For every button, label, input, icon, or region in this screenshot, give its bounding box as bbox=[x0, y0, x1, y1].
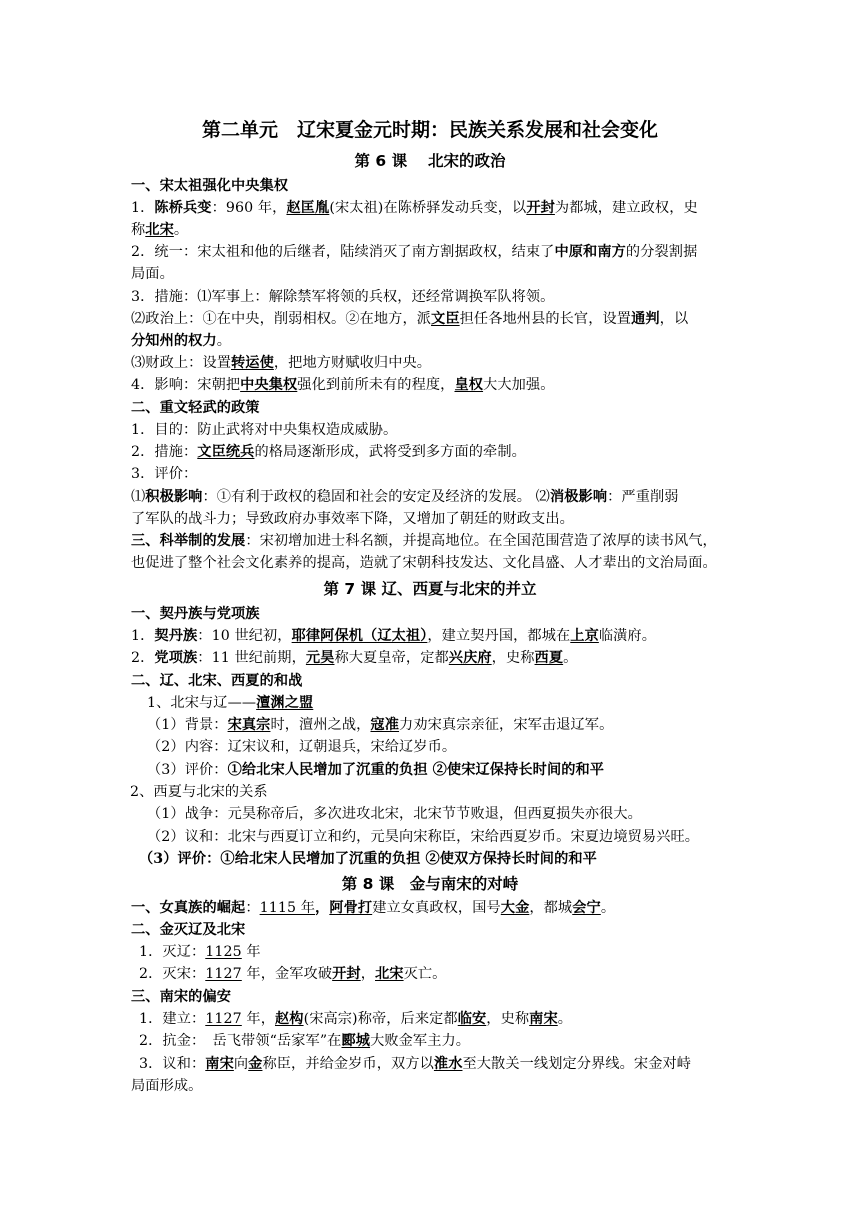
text-line bbox=[131, 670, 302, 692]
emphasis-text: 宋真宗 bbox=[227, 717, 271, 733]
text-line bbox=[131, 241, 697, 263]
text-run: （2）议和：北宋与西夏订立和约，元昊向宋称臣，宋给西夏岁币。宋夏边境贸易兴旺。 bbox=[147, 829, 700, 845]
text-line bbox=[147, 714, 613, 736]
text-run: 年 bbox=[241, 944, 261, 960]
text-line bbox=[131, 530, 717, 552]
text-run: 担任各地州县的长官，设置 bbox=[459, 311, 632, 327]
text-line bbox=[139, 848, 597, 870]
emphasis-text: 西夏 bbox=[534, 650, 564, 666]
emphasis-text: 大金 bbox=[500, 900, 530, 916]
text-line bbox=[131, 486, 679, 508]
text-line bbox=[131, 219, 188, 241]
emphasis-text: 二、金灭辽及北宋 bbox=[131, 922, 246, 938]
emphasis-text: 二、辽、北宋、西夏的和战 bbox=[131, 673, 303, 689]
text-line bbox=[131, 197, 698, 219]
text-run: (宋太祖)在陈桥驿发动兵变，以 bbox=[329, 200, 527, 216]
text-line bbox=[139, 1030, 470, 1052]
emphasis-text: 兴庆府 bbox=[448, 650, 492, 666]
text-line bbox=[131, 397, 260, 419]
text-line bbox=[131, 352, 431, 374]
text-run: 3．评价： bbox=[131, 466, 198, 482]
emphasis-text: 北宋 bbox=[145, 222, 174, 238]
text-run: ⑴ bbox=[131, 489, 146, 505]
lesson-title: 第 8 课 金与南宋的对峙 bbox=[341, 875, 519, 893]
text-run: 。 bbox=[216, 333, 232, 349]
text-run: 。 bbox=[600, 900, 616, 916]
text-run: 向 bbox=[233, 1056, 249, 1072]
emphasis-text: 上京 bbox=[570, 628, 599, 644]
text-run: ，建立契丹国，都城在 bbox=[427, 628, 571, 644]
text-run: ，把地方财赋收归中央。 bbox=[273, 355, 432, 371]
text-run: 称臣，并给金岁币，双方以 bbox=[262, 1056, 434, 1072]
text-line bbox=[147, 826, 699, 848]
emphasis-text: 二、重文轻武的政策 bbox=[131, 400, 260, 416]
text-run: ，史称 bbox=[486, 1011, 530, 1027]
emphasis-text: 皇权 bbox=[454, 377, 484, 393]
emphasis-text: 1127 bbox=[205, 1011, 242, 1027]
text-run: ：11 世纪前期， bbox=[197, 650, 306, 666]
emphasis-text: 通判 bbox=[631, 311, 660, 327]
emphasis-text: 消极影响 bbox=[549, 489, 608, 505]
emphasis-text: 分知州的权力 bbox=[131, 333, 217, 349]
text-line bbox=[131, 286, 554, 308]
emphasis-text: 北宋 bbox=[375, 966, 404, 982]
text-run: 2．灭宋： bbox=[139, 966, 206, 982]
text-run: 灭亡。 bbox=[403, 966, 447, 982]
emphasis-text: 一、宋太祖强化中央集权 bbox=[131, 178, 289, 194]
emphasis-text: 1115 年 bbox=[259, 900, 316, 916]
text-run: 年，金军攻破 bbox=[241, 966, 333, 982]
emphasis-text: 元昊 bbox=[305, 650, 335, 666]
emphasis-text: 南宋 bbox=[205, 1056, 234, 1072]
emphasis-text: 文臣 bbox=[431, 311, 460, 327]
emphasis-text: 开封 bbox=[526, 200, 555, 216]
text-run: 了军队的战斗力；导致政府办事效率下降，又增加了朝廷的财政支出。 bbox=[131, 511, 574, 527]
text-run: 临潢府。 bbox=[598, 628, 657, 644]
emphasis-text: 陈桥兵变 bbox=[154, 200, 212, 216]
text-run: ，以 bbox=[659, 311, 689, 327]
text-run: 2．抗金： 岳飞带领“岳家军”在 bbox=[139, 1033, 342, 1049]
emphasis-text: ， bbox=[315, 900, 330, 916]
emphasis-text: 南宋 bbox=[529, 1011, 558, 1027]
text-run: 1．灭辽： bbox=[139, 944, 206, 960]
emphasis-text: 党项族 bbox=[154, 650, 198, 666]
emphasis-text: ①给北宋人民增加了沉重的负担 ②使宋辽保持长时间的和平 bbox=[227, 762, 605, 778]
emphasis-text: 郾城 bbox=[341, 1033, 371, 1049]
text-run: ： bbox=[245, 900, 260, 916]
text-run: 2、西夏与北宋的关系 bbox=[130, 784, 268, 800]
text-line bbox=[131, 330, 231, 352]
text-line bbox=[131, 175, 288, 197]
emphasis-text: 一、契丹族与党项族 bbox=[131, 606, 260, 622]
text-run: 1．目的：防止武将对中央集权造成威胁。 bbox=[131, 422, 398, 438]
text-run: 为都城，建立政权，史 bbox=[554, 200, 698, 216]
text-run: 的格局逐渐形成，武将受到多方面的牵制。 bbox=[254, 444, 526, 460]
emphasis-text: 阿骨打 bbox=[329, 900, 373, 916]
text-line bbox=[147, 692, 313, 714]
lesson-title: 第 6 课 北宋的政治 bbox=[354, 152, 506, 170]
emphasis-text: 三、科举制的发展 bbox=[131, 533, 246, 549]
text-run: ：严重削弱 bbox=[607, 489, 679, 505]
text-line bbox=[147, 759, 604, 781]
text-run: 1． bbox=[131, 200, 155, 216]
text-run: ：960 年， bbox=[211, 200, 287, 216]
text-run: 。 bbox=[563, 650, 578, 666]
text-line bbox=[131, 919, 245, 941]
text-run: ，都城 bbox=[529, 900, 573, 916]
text-line bbox=[147, 803, 642, 825]
text-line bbox=[139, 941, 261, 963]
text-line bbox=[131, 419, 397, 441]
unit-title: 第二单元 辽宋夏金元时期：民族关系发展和社会变化 bbox=[201, 119, 658, 141]
text-run: 3．议和： bbox=[139, 1056, 206, 1072]
text-line bbox=[131, 441, 526, 463]
text-run: 至大散关一线划定分界线。宋金对峙 bbox=[462, 1056, 692, 1072]
text-run: 1． bbox=[131, 628, 155, 644]
text-run: ：宋初增加进士科名额，并提高地位。在全国范围营造了浓厚的读书风气， bbox=[245, 533, 717, 549]
text-run: 4．影响：宋朝把 bbox=[131, 377, 241, 393]
text-run: 3．措施：⑴军事上：解除禁军将领的兵权，还经常调换军队将领。 bbox=[131, 289, 555, 305]
text-run: （2）内容：辽宋议和，辽朝退兵，宋给辽岁币。 bbox=[147, 739, 457, 755]
emphasis-text: 一、女真族的崛起 bbox=[131, 900, 246, 916]
text-run: ：10 世纪初， bbox=[197, 628, 292, 644]
emphasis-text: 临安 bbox=[457, 1011, 487, 1027]
emphasis-text: 寇准 bbox=[370, 717, 400, 733]
text-run: 时，澶州之战， bbox=[270, 717, 371, 733]
emphasis-text: 1127 bbox=[205, 966, 242, 982]
emphasis-text: 中央集权 bbox=[240, 377, 298, 393]
emphasis-text: 开封 bbox=[332, 966, 361, 982]
text-run: 2．统一：宋太祖和他的后继者，陆续消灭了南方割据政权，结束了 bbox=[131, 244, 555, 260]
text-run: 。 bbox=[557, 1011, 573, 1027]
emphasis-text: 澶渊之盟 bbox=[256, 695, 314, 711]
emphasis-text: 中原和南方 bbox=[554, 244, 626, 260]
text-line bbox=[131, 374, 555, 396]
text-line bbox=[131, 603, 260, 625]
emphasis-text: 耶律阿保机（辽太祖） bbox=[291, 628, 428, 644]
text-run: （1）背景： bbox=[147, 717, 228, 733]
text-line bbox=[131, 647, 577, 669]
text-run: 称大夏皇帝，定都 bbox=[334, 650, 449, 666]
text-run: ，史称 bbox=[491, 650, 535, 666]
text-run: 也促进了整个社会文化素养的提高，造就了宋朝科技发达、文化昌盛、人才辈出的文治局面。 bbox=[131, 555, 717, 571]
emphasis-text: 赵匡胤 bbox=[286, 200, 330, 216]
emphasis-text: 三、南宋的偏安 bbox=[131, 989, 232, 1005]
emphasis-text: （3）评价：①给北宋人民增加了沉重的负担 ②使双方保持长时间的和平 bbox=[139, 851, 597, 867]
text-line bbox=[131, 897, 615, 919]
emphasis-text: 淮水 bbox=[433, 1056, 463, 1072]
emphasis-text: 1125 bbox=[205, 944, 242, 960]
text-line bbox=[131, 508, 574, 530]
emphasis-text: 文臣统兵 bbox=[197, 444, 255, 460]
text-run: 年， bbox=[241, 1011, 275, 1027]
text-run: ⑵政治上：①在中央，削弱相权。②在地方，派 bbox=[131, 311, 432, 327]
text-run: 力劝宋真宗亲征，宋军击退辽军。 bbox=[399, 717, 614, 733]
emphasis-text: 金 bbox=[248, 1056, 263, 1072]
text-run: ， bbox=[360, 966, 376, 982]
text-line bbox=[131, 552, 717, 574]
text-run: 强化到前所未有的程度， bbox=[297, 377, 455, 393]
text-run: 1、北宋与辽—— bbox=[147, 695, 257, 711]
text-line bbox=[131, 986, 231, 1008]
text-run: 2．措施： bbox=[131, 444, 198, 460]
text-line bbox=[131, 1075, 202, 1097]
text-run: 局面形成。 bbox=[131, 1078, 203, 1094]
text-run: （1）战争：元昊称帝后，多次进攻北宋，北宋节节败退，但西夏损失亦很大。 bbox=[147, 806, 642, 822]
emphasis-text: 会宁 bbox=[572, 900, 601, 916]
text-line bbox=[139, 963, 446, 985]
emphasis-text: 赵构 bbox=[274, 1011, 304, 1027]
text-run: (宋高宗)称帝，后来定都 bbox=[303, 1011, 458, 1027]
text-run: 大败金军主力。 bbox=[370, 1033, 471, 1049]
text-run: 建立女真政权，国号 bbox=[372, 900, 501, 916]
text-line bbox=[139, 1053, 691, 1075]
text-line bbox=[147, 736, 456, 758]
text-line bbox=[131, 263, 174, 285]
text-run: （3）评价： bbox=[147, 762, 228, 778]
text-run: 的分裂割据 bbox=[625, 244, 698, 260]
emphasis-text: 转运使 bbox=[231, 355, 274, 371]
text-run: 局面。 bbox=[131, 266, 174, 282]
text-line bbox=[131, 463, 197, 485]
emphasis-text: 积极影响 bbox=[145, 489, 203, 505]
text-line bbox=[131, 625, 656, 647]
text-run: ：①有利于政权的稳固和社会的安定及经济的发展。 ⑵ bbox=[202, 489, 550, 505]
text-run: 1．建立： bbox=[139, 1011, 206, 1027]
text-run: 称 bbox=[131, 222, 146, 238]
text-line bbox=[139, 1008, 572, 1030]
text-run: ⑶财政上：设置 bbox=[131, 355, 232, 371]
lesson-title: 第 7 课 辽、西夏与北宋的并立 bbox=[323, 580, 537, 598]
text-run: 2． bbox=[131, 650, 155, 666]
text-run: 大大加强。 bbox=[483, 377, 555, 393]
text-line bbox=[130, 781, 268, 803]
text-line bbox=[131, 308, 688, 330]
emphasis-text: 契丹族 bbox=[154, 628, 198, 644]
text-run: 。 bbox=[173, 222, 189, 238]
